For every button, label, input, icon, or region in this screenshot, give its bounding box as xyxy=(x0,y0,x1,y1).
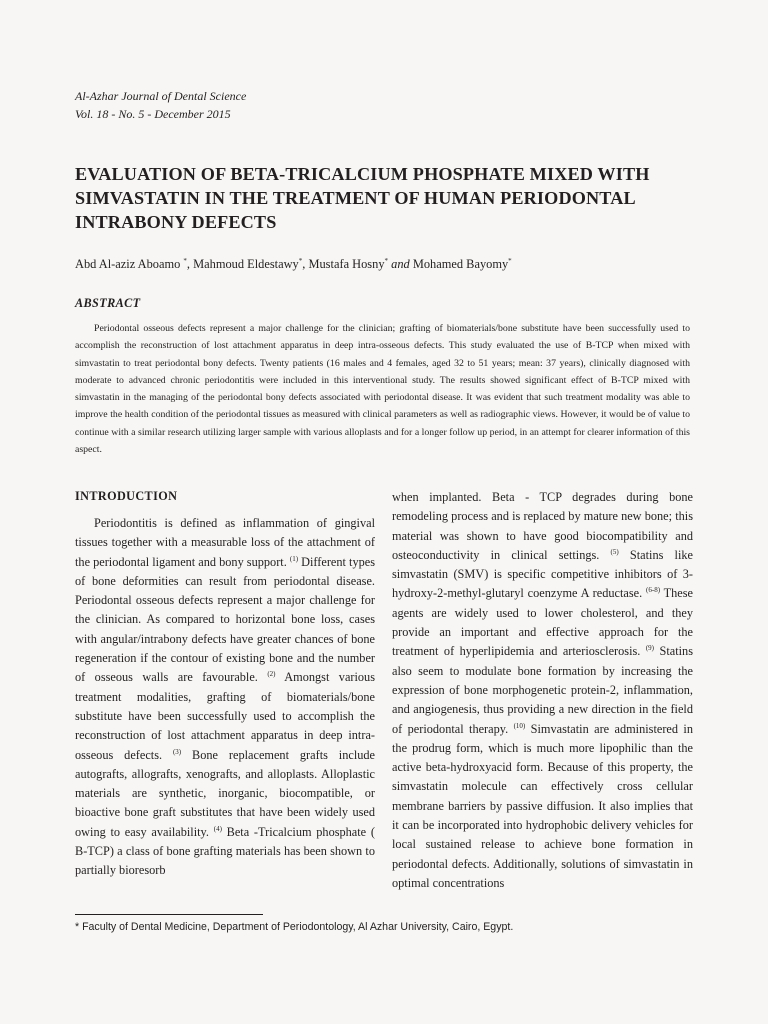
citation: (2) xyxy=(267,670,276,679)
article-title xyxy=(75,162,715,234)
title-line: SIMVASTATIN IN THE TREATMENT OF HUMAN PERIODONTAL xyxy=(75,188,636,208)
author-conjunction: and xyxy=(391,257,410,272)
affiliation-mark: * xyxy=(384,257,389,265)
body-text: Statins also seem to modulate bone formation by increasing the expression of bone morphogenetic protein-2, inflammation, and angiogenesis, thus providing a new direction in the field of periodontal therapy. xyxy=(392,644,693,736)
author-name: Abd Al-aziz Aboamo xyxy=(75,257,181,272)
body-column-right xyxy=(392,488,693,893)
body-text: These agents are widely used to lower cholesterol, and they provide an important and effective approach for the treatment of hyperlipidemia and arteriosclerosis. xyxy=(392,586,694,659)
citation: (10) xyxy=(513,721,526,730)
body-text: Simvastatin are administered in the prodrug form, which is much more lipophilic than the active beta-hydroxyacid form. Because of this property, the simvastatin molecule can effectively cross cellular membrane barriers by passive diffusion. It also implies that it can be incorporated into hydrophobic delivery vehicles for local sustained release to achieve bone formation in periodontal defects. Additionally, solutions of simvastatin in optimal concentrations xyxy=(392,721,693,890)
affiliation-mark: * xyxy=(298,257,303,265)
journal-header xyxy=(75,87,246,123)
author-list xyxy=(75,257,512,272)
author-name: Mohamed Bayomy xyxy=(412,257,509,272)
author-separator: , xyxy=(186,257,194,272)
body-text: when implanted. Beta - TCP degrades during bone remodeling process and is replaced by mature new bone; this material was shown to have good biocompatibility and osteoconductivity in clinical settings. xyxy=(392,490,693,562)
affiliation-mark: * xyxy=(508,257,512,265)
journal-name: Al-Azhar Journal of Dental Science xyxy=(75,89,247,103)
title-line: EVALUATION OF BETA-TRICALCIUM PHOSPHATE MIXED WITH xyxy=(75,164,650,184)
body-text: Amongst various treatment modalities, grafting of biomaterials/bone substitute have been successfully used to accomplish the reconstruction of lost attachment apparatus in deep intra-osseous defects. xyxy=(75,670,375,762)
affiliation-mark: * xyxy=(183,257,187,265)
abstract-body: Periodontal osseous defects represent a major challenge for the clinician; grafting of biomaterials/bone substitute have been successfully used to accomplish the reconstruction of lost attachment apparatus in deep intra-osseous defects. This study evaluated the use of B-TCP when mixed with simvastatin to treat periodontal bony defects. Twenty patients (16 males and 4 females, aged 32 to 51 years; mean: 37 years), clinically diagnosed with moderate to advanced chronic periodontitis were included in this interventional study. The results showed significant effect of B-TCP mixed with simvastatin in the managing of the periodontal bony defects associated with periodontal disease. It was evident that such treatment modality was able to improve the health condition of the periodontal tissues as measured with clinical parameters as well as radiographic views. However, it would be of value to continue with a similar research utilizing larger sample with various alloplasts and for a longer follow up period, in an attempt for clearer information of this aspect. xyxy=(75,323,690,456)
body-text: Bone replacement grafts include autografts, allografts, xenografts, and alloplasts. Alloplastic materials are synthetic, inorganic, biocompatible, or bioactive bone graft substitutes that have been widely used owing to easy availability. xyxy=(75,747,375,839)
introduction-heading: INTRODUCTION xyxy=(75,489,178,503)
citation: (9) xyxy=(645,644,655,653)
author-name: Mahmoud Eldestawy xyxy=(193,257,299,272)
journal-issue: Vol. 18 - No. 5 - December 2015 xyxy=(75,107,231,121)
body-text: Periodontitis is defined as inflammation of gingival tissues together with a measurable loss of the attachment of the periodontal ligament and bony support. xyxy=(75,516,375,569)
citation: (5) xyxy=(610,547,619,556)
body-text: Beta -Tricalcium phosphate ( B-TCP) a class of bone grafting materials has been shown to partially bioresorb xyxy=(75,824,375,878)
abstract-heading: ABSTRACT xyxy=(75,296,141,310)
citation: (6-8) xyxy=(646,586,661,595)
footnote-rule xyxy=(75,914,263,915)
title-line: INTRABONY DEFECTS xyxy=(75,212,277,232)
citation: (4) xyxy=(213,824,222,833)
author-separator: , xyxy=(302,257,309,272)
body-text: Different types of bone deformities can result from periodontal disease. Periodontal osseous defects represent a major challenge for the clinician. As compared to horizontal bone loss, cases with angular/intrabony defects have greater chances of bone regeneration if the contour of existing bone and the number of osseous walls are favourable. xyxy=(75,554,375,685)
citation: (3) xyxy=(172,747,182,756)
body-text: Statins like simvastatin (SMV) is specific competitive inhibitors of 3-hydroxy-2-methyl-glutaryl coenzyme A reductase. xyxy=(392,547,693,601)
body-column-left xyxy=(75,514,375,881)
affiliation-footnote: * Faculty of Dental Medicine, Department of Periodontology, Al Azhar University, Cairo, Egypt. xyxy=(75,921,514,933)
author-name: Mustafa Hosny xyxy=(308,257,385,272)
citation: (1) xyxy=(289,554,299,563)
